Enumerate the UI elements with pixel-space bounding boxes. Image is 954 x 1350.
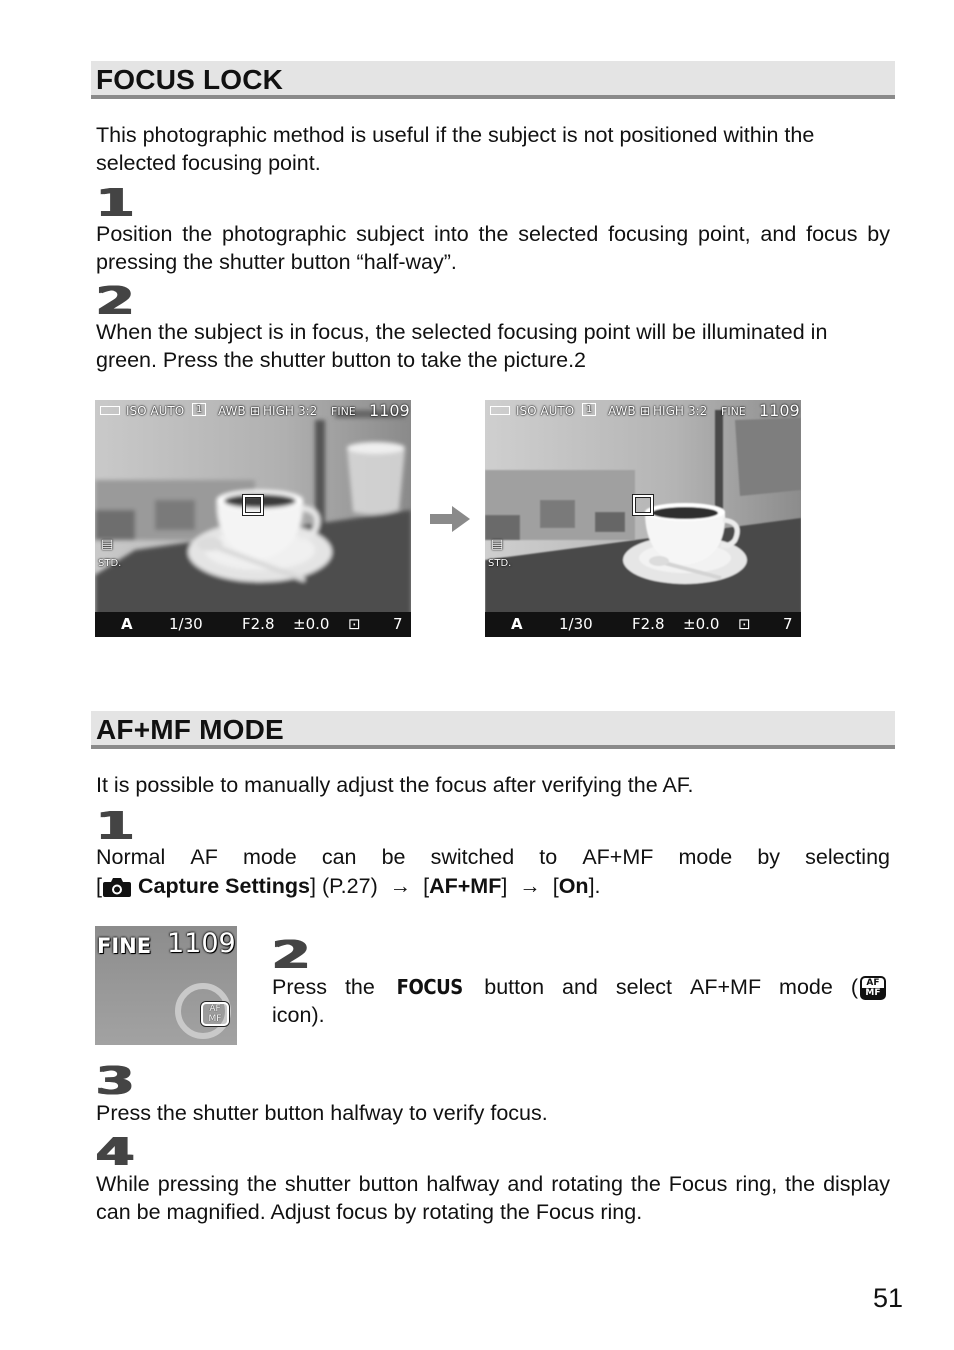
arrow-right-icon: → [389, 873, 412, 898]
iso-indicator: ISO AUTO [126, 404, 185, 418]
battery-icon [490, 406, 510, 415]
image-settings-icon: ▤ [101, 537, 114, 552]
focus-button-label: FOCUS [396, 975, 463, 999]
lcd-screenshot-before-focus [95, 400, 411, 637]
image-size-indicator: HIGH [653, 404, 684, 418]
mf-label: MF [208, 1014, 222, 1024]
page-number: 51 [873, 1283, 904, 1313]
image-size-indicator: HIGH [263, 404, 294, 418]
image-style-indicator: STD. [98, 558, 122, 569]
camera-icon [102, 876, 132, 898]
af-mf-menu-item: AF+MF [429, 873, 502, 898]
intro-paragraph: This photographic method is useful if the subject is not positioned within the selected focusing point. [96, 123, 815, 175]
on-option: On [558, 873, 589, 898]
step-number: 4 [96, 1130, 135, 1174]
lcd-screenshot-after-focus [485, 400, 801, 637]
aperture-value: F2.8 [242, 615, 275, 633]
step-text: While pressing the shutter button halfway and rotating the Focus ring, the display can be magnified. Adjust focus by rotating the Focus ring. [96, 1172, 890, 1224]
drive-mode-indicator: 1 [192, 403, 206, 416]
quality-indicator: FINE [97, 934, 152, 958]
section-heading-focus-lock [91, 61, 895, 99]
iso-indicator: ISO AUTO [516, 404, 575, 418]
step-text-line-1: Press the FOCUS button and select AF+MF mode ( AF MF [272, 974, 886, 1002]
exposure-mode: A [511, 615, 523, 633]
shots-remaining: 1109 [369, 401, 410, 420]
af-label: AF [209, 1004, 221, 1014]
capture-settings-menu: Capture Settings [137, 873, 310, 898]
shutter-speed: 1/30 [169, 615, 203, 633]
step-text-line-2: [ Capture Settings] (P.27) → [AF+MF] → [On]. [96, 873, 601, 898]
lcd-crop-af-mf-indicator [95, 926, 237, 1045]
step-text [272, 974, 886, 1029]
step-text: Press the shutter button halfway to verify focus. [96, 1101, 548, 1125]
drive-mode-indicator: 1 [582, 403, 596, 416]
aperture-value: F2.8 [632, 615, 665, 633]
shutter-speed: 1/30 [559, 615, 593, 633]
step-number: 2 [272, 933, 311, 977]
arrow-right-icon: → [519, 873, 541, 898]
step-text: When the subject is in focus, the selected focusing point will be illuminated in green. Press the shutter button to take the picture.2 [96, 320, 828, 372]
quality-indicator: FINE [331, 405, 356, 418]
lcd-bottom-exposure-bar [95, 612, 411, 637]
exposure-compensation: ±0.0 [293, 615, 330, 633]
white-balance-indicator: AWB [218, 404, 246, 418]
shots-remaining: 1109 [759, 401, 800, 420]
aspect-ratio-indicator: 3:2 [688, 404, 708, 418]
quality-high-icon: ⊞ [640, 404, 651, 418]
burst-count: 7 [783, 615, 793, 633]
metering-icon: ⊡ [738, 615, 751, 633]
image-style-indicator: STD. [488, 558, 512, 569]
lcd-bottom-exposure-bar [485, 612, 801, 637]
intro-paragraph: It is possible to manually adjust the focus after verifying the AF. [96, 773, 694, 797]
focus-point-frame [243, 495, 263, 515]
focus-point-frame-illuminated [633, 495, 653, 515]
af-mf-icon: AF MF [860, 976, 886, 1000]
exposure-mode: A [121, 615, 133, 633]
arrow-right-icon [430, 506, 470, 532]
cafe-photo [485, 400, 801, 637]
step-number: 3 [96, 1059, 135, 1103]
step-text: Position the photographic subject into the selected focusing point, and focus by pressing the shutter button “half-way”. [96, 222, 890, 274]
exposure-compensation: ±0.0 [683, 615, 720, 633]
section-heading-af-mf-mode [91, 711, 895, 749]
quality-indicator: FINE [721, 405, 746, 418]
lcd-top-status-bar [95, 400, 411, 424]
battery-icon [100, 406, 120, 415]
metering-icon: ⊡ [348, 615, 361, 633]
image-settings-icon: ▤ [491, 537, 504, 552]
aspect-ratio-indicator: 3:2 [298, 404, 318, 418]
section-title: FOCUS LOCK [96, 64, 284, 95]
step-text-line-2: icon). [272, 1002, 325, 1027]
burst-count: 7 [393, 615, 403, 633]
step-number: 2 [96, 279, 135, 323]
section-title: AF+MF MODE [96, 714, 284, 745]
quality-high-icon: ⊞ [250, 404, 261, 418]
step-number: 1 [96, 181, 135, 225]
white-balance-indicator: AWB [608, 404, 636, 418]
cafe-photo [95, 400, 411, 637]
shots-remaining: 1109 [167, 928, 236, 959]
af-mf-icon [201, 1002, 229, 1026]
lcd-top-status-bar [485, 400, 801, 424]
step-number: 1 [96, 804, 135, 848]
step-text [96, 844, 890, 900]
step-text-line-1: Normal AF mode can be switched to AF+MF mode by selecting [96, 845, 890, 869]
